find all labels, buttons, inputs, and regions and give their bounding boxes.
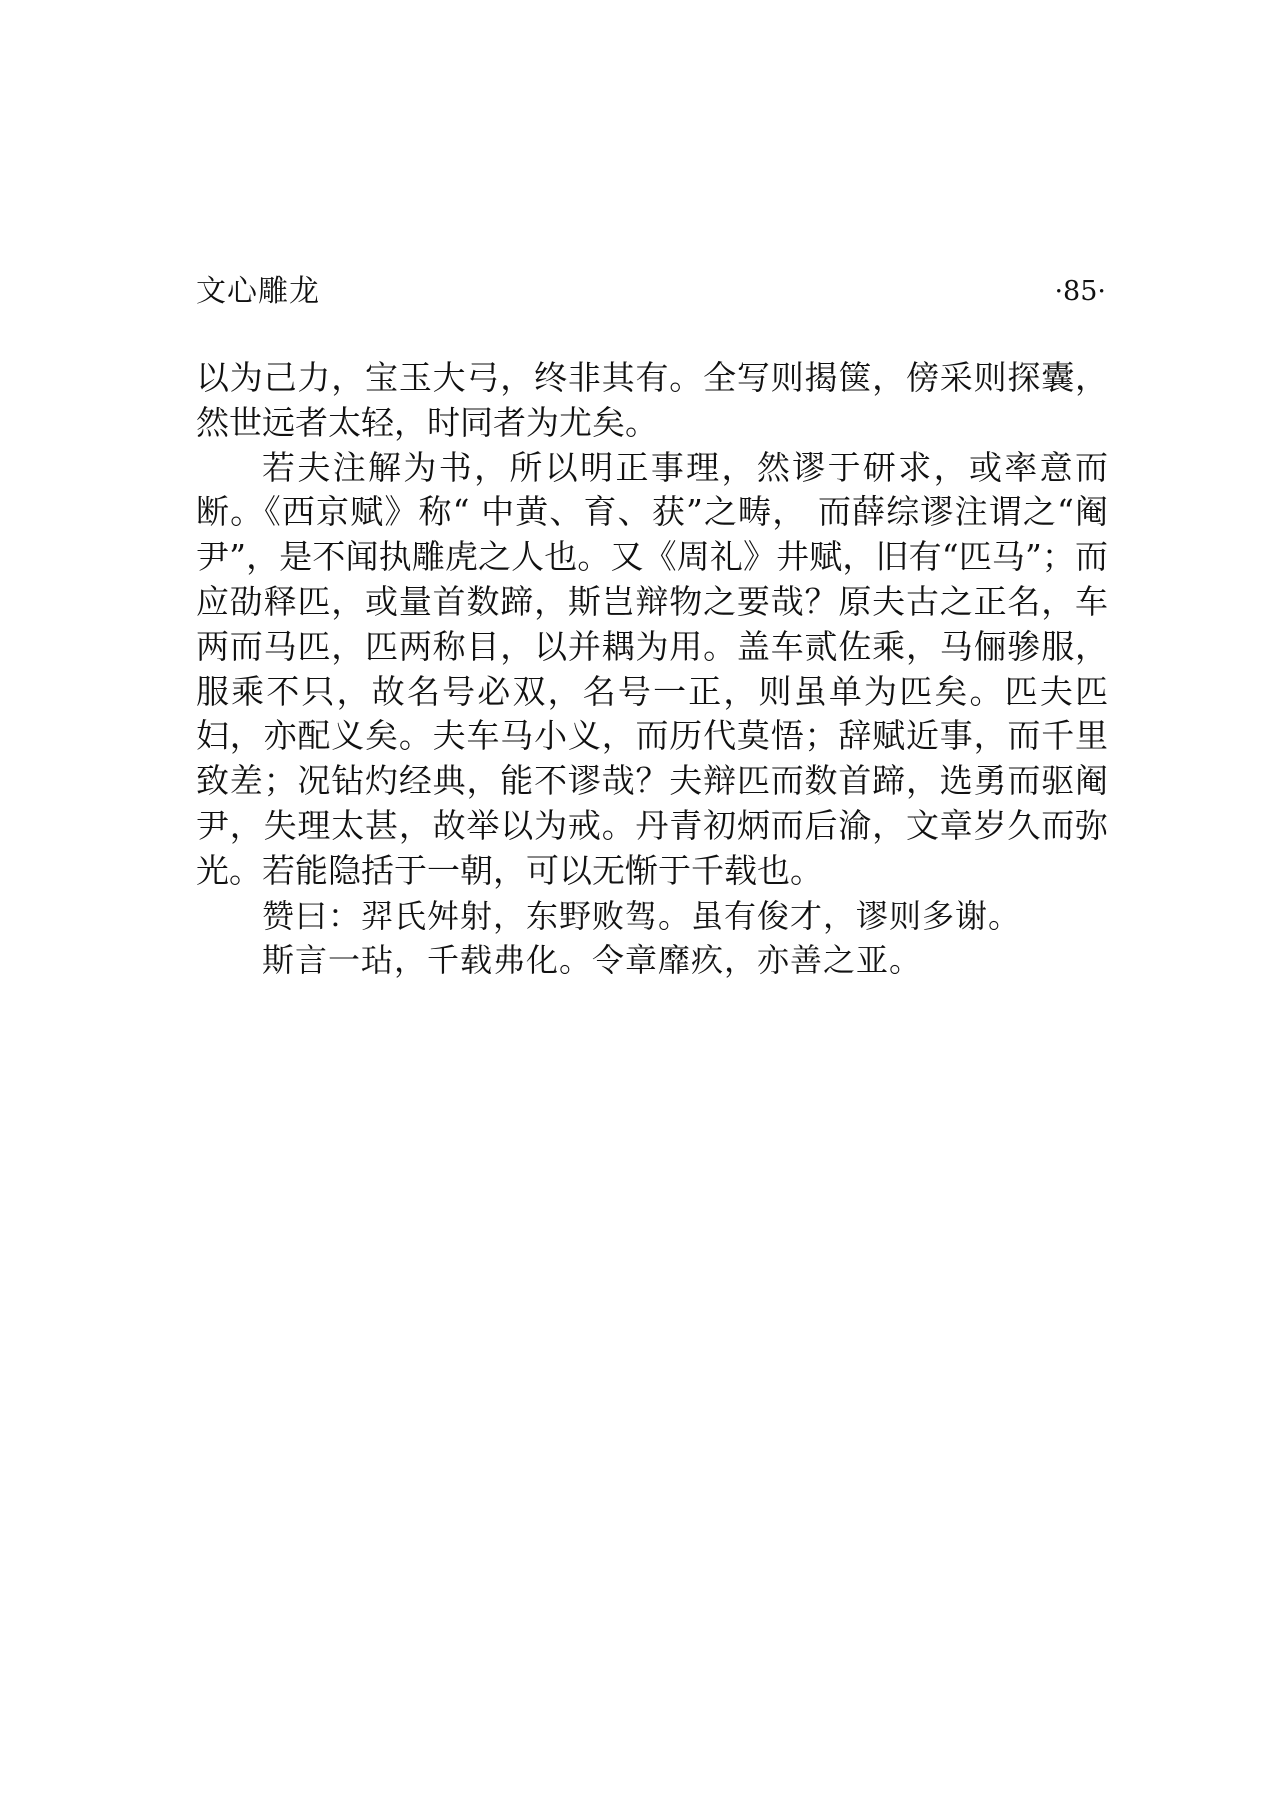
book-title: 文心雕龙 — [196, 274, 320, 309]
page-number: ·85· — [1054, 276, 1106, 307]
body-text — [196, 356, 1108, 983]
paragraph-1: 以为己力，宝玉大弓，终非其有。全写则揭箧，傍采则探囊，然世远者太轻，时同者为尤矣。 — [196, 358, 1108, 442]
running-head — [196, 272, 1106, 312]
paragraph-2: 若夫注解为书，所以明正事理，然谬于研求，或率意而断。《西京赋》称“ 中黄、育、获”之畴， 而薛综谬注谓之“阉尹”，是不闻执雕虎之人也。又《周礼》井赋，旧有“匹马”；而应劭释匹，或量首数蹄，斯岂辩物之要哉？原夫古之正名，车两而马匹，匹两称目，以并耦为用。盖车贰佐乘，马俪骖服，服乘不只，故名号必双，名号一正，则虽单为匹矣。匹夫匹妇，亦配义矣。夫车马小义，而历代莫悟；辞赋近事，而千里致差；况钻灼经典，能不谬哉？夫辩匹而数首蹄，选勇而驱阉尹，失理太甚，故举以为戒。丹青初炳而后渝，文章岁久而弥光。若能隐括于一朝，可以无惭于千载也。 — [196, 447, 1108, 890]
verse-line-1: 赞曰：羿氏舛射，东野败驾。虽有俊才，谬则多谢。 — [262, 896, 1022, 935]
verse-line-2: 斯言一玷，千载弗化。令章靡疚，亦善之亚。 — [262, 941, 923, 980]
